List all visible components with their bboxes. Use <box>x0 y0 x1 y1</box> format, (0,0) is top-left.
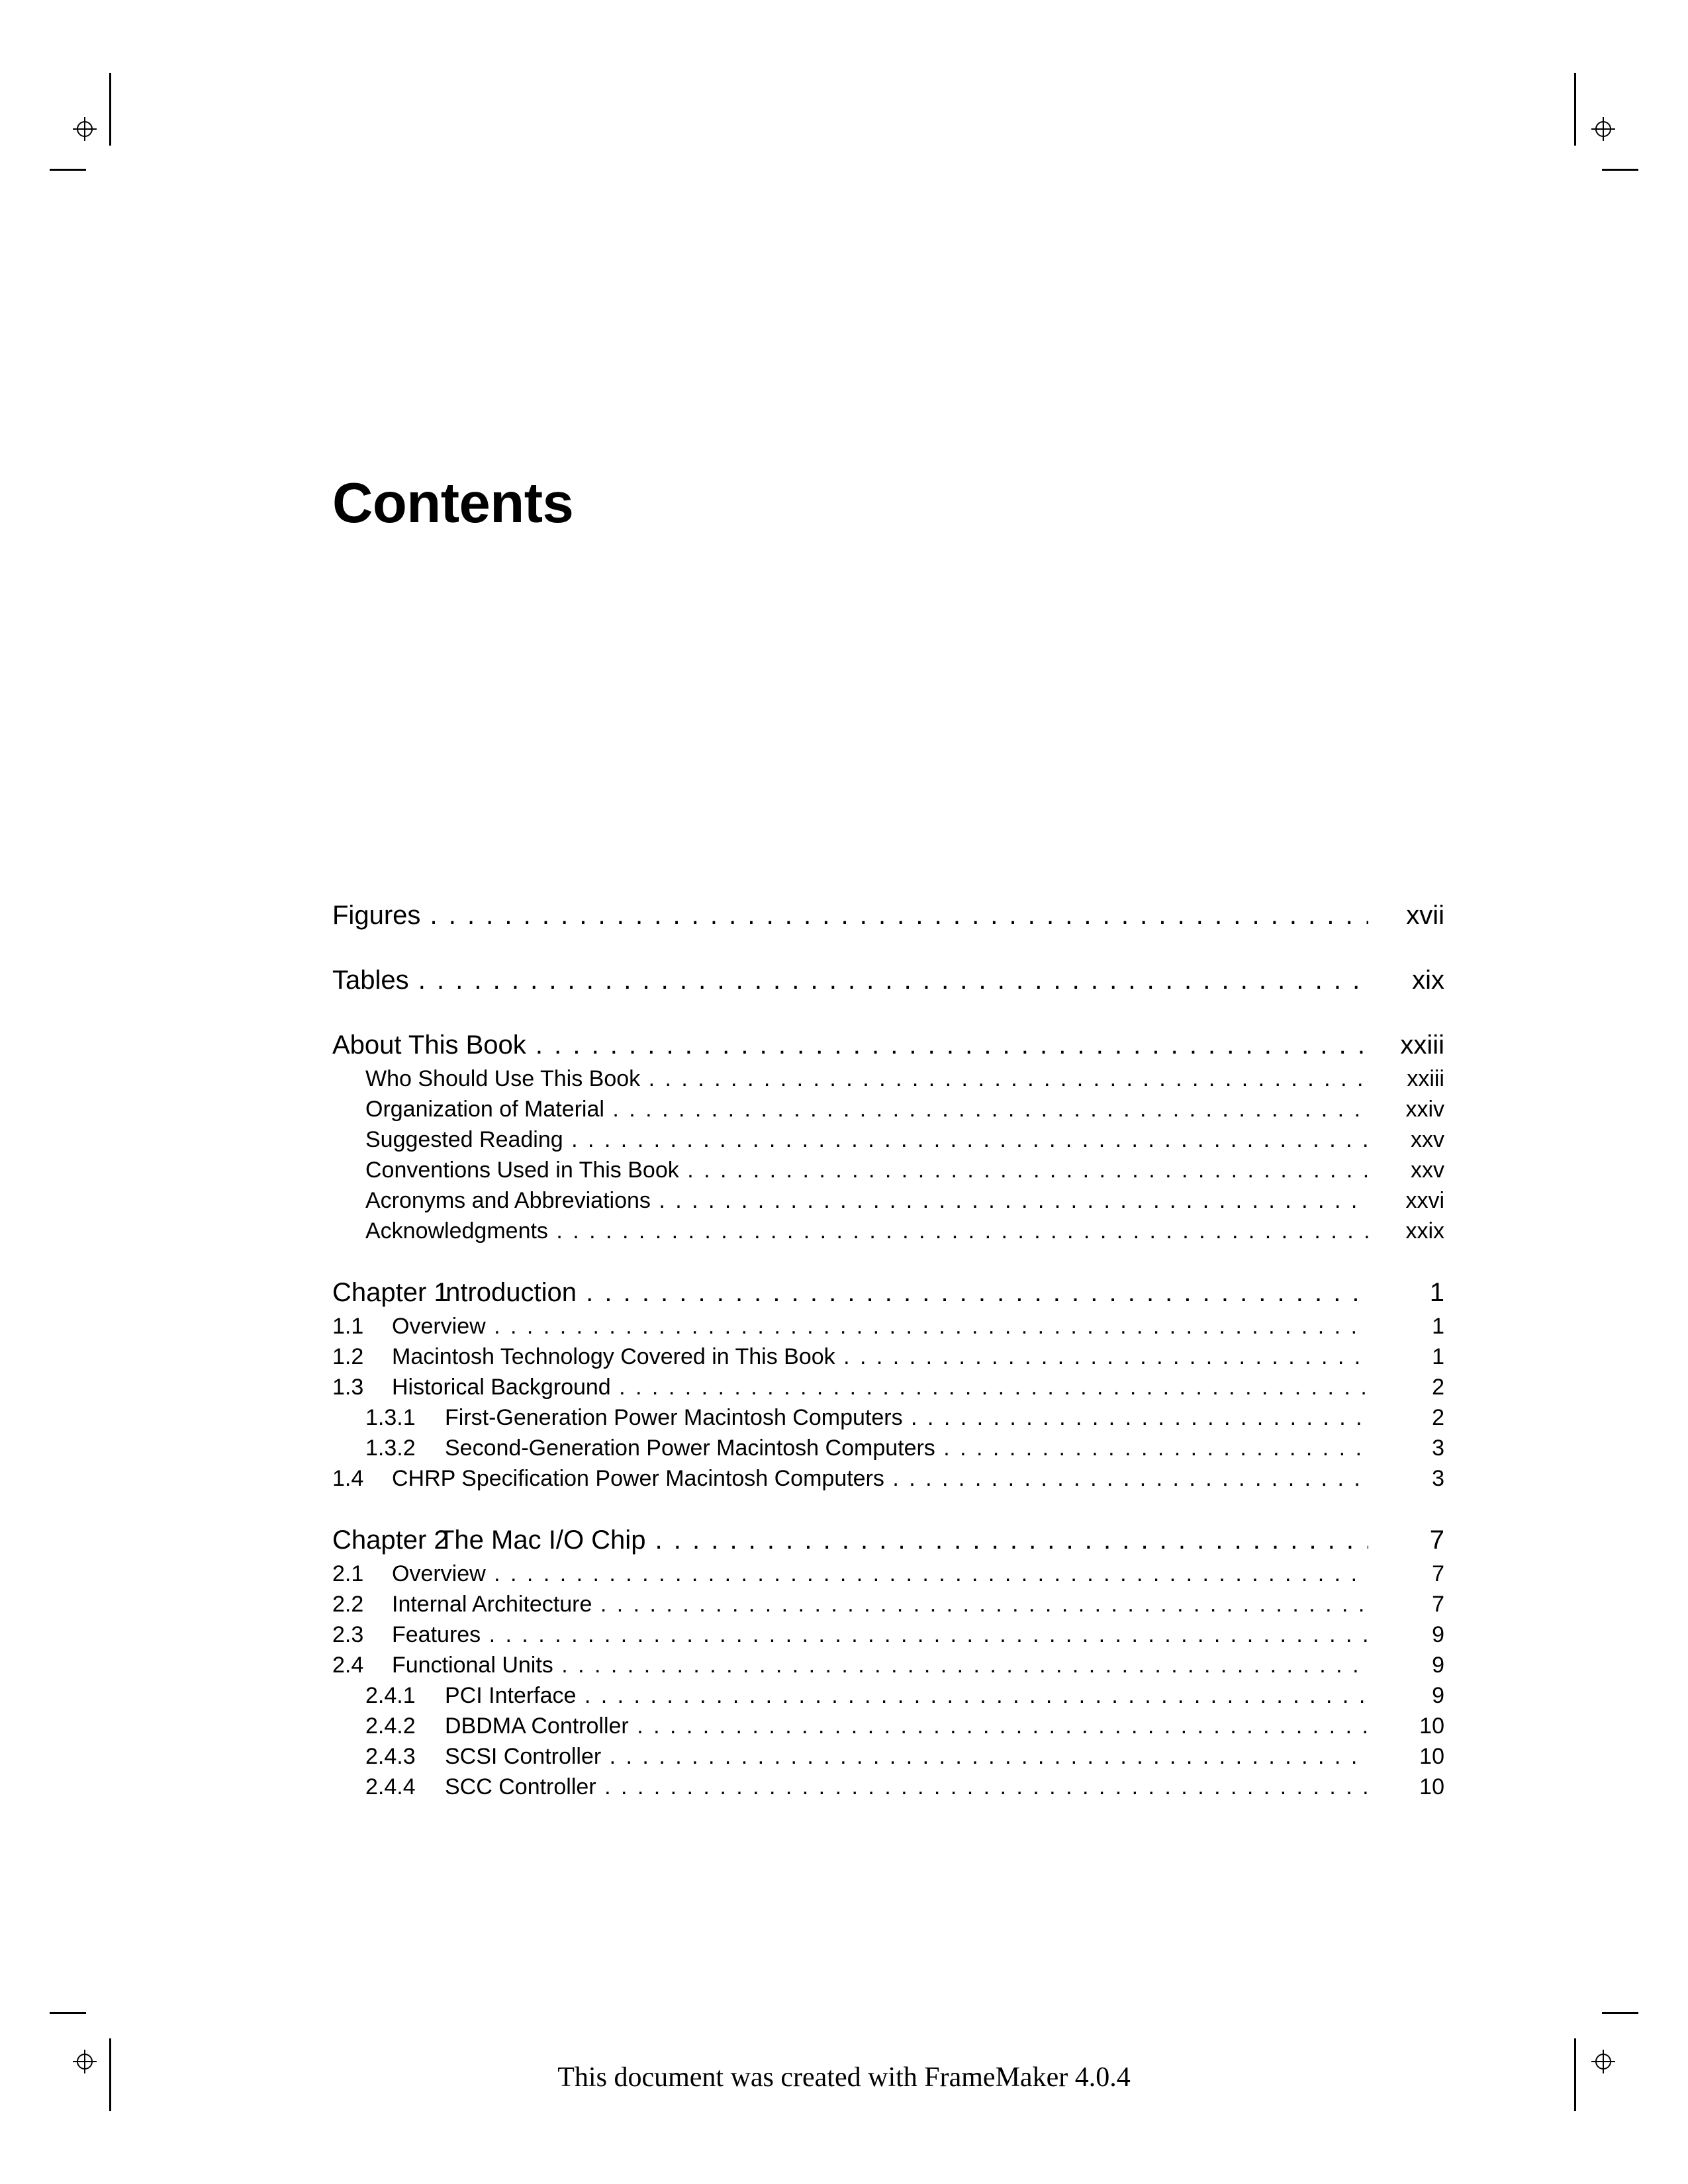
toc-entry-number: 2.4.1 <box>365 1683 416 1708</box>
toc-entry[interactable] <box>332 1559 1444 1589</box>
toc-entry[interactable] <box>332 1433 1444 1463</box>
toc-entry-page: 1 <box>1372 1342 1444 1372</box>
toc-entry-label: Macintosh Technology Covered in This Book <box>392 1344 835 1369</box>
toc-entry-title <box>332 1619 1368 1650</box>
toc-entry[interactable] <box>332 1402 1444 1433</box>
toc-entry[interactable] <box>332 1094 1444 1124</box>
toc-entry-title <box>365 1680 1368 1711</box>
toc-entry-number: 2.4.2 <box>365 1713 416 1739</box>
toc-entry-title <box>332 962 1368 999</box>
toc-entry-title <box>332 1274 1368 1311</box>
crop-mark <box>109 73 111 146</box>
toc-entry-label: Overview <box>392 1561 486 1586</box>
toc-entry-page: 10 <box>1372 1711 1444 1741</box>
toc-entry-page: 1 <box>1372 1274 1444 1311</box>
table-of-contents <box>332 897 1444 1802</box>
toc-entry[interactable] <box>332 1372 1444 1402</box>
toc-entry-number: 2.4.3 <box>365 1744 416 1769</box>
toc-entry-label: First-Generation Power Macintosh Computers <box>445 1405 903 1430</box>
toc-entry-number: 1.3 <box>332 1375 364 1400</box>
toc-entry[interactable] <box>332 1711 1444 1741</box>
toc-entry-title <box>332 1342 1368 1372</box>
toc-entry-page: 7 <box>1372 1589 1444 1619</box>
toc-entry-page: 3 <box>1372 1463 1444 1494</box>
toc-entry[interactable] <box>332 1124 1444 1155</box>
toc-entry-title <box>332 897 1368 934</box>
toc-entry-page: 3 <box>1372 1433 1444 1463</box>
toc-entry-page: 7 <box>1372 1559 1444 1589</box>
toc-entry-label: Acknowledgments <box>365 1218 548 1244</box>
toc-entry-label: Figures <box>332 901 421 930</box>
toc-entry-label: Internal Architecture <box>392 1592 592 1617</box>
toc-entry[interactable] <box>332 1342 1444 1372</box>
registration-mark-icon <box>71 116 98 142</box>
toc-entry-title <box>365 1433 1368 1463</box>
toc-entry-number: 2.4.4 <box>365 1774 416 1799</box>
toc-entry-number: 2.4 <box>332 1653 364 1678</box>
toc-entry-page: 9 <box>1372 1650 1444 1680</box>
toc-entry[interactable] <box>332 1026 1444 1064</box>
toc-entry-page: xxv <box>1372 1155 1444 1185</box>
toc-entry-number: 1.3.1 <box>365 1405 416 1430</box>
toc-entry[interactable] <box>332 1274 1444 1311</box>
toc-entry-number: Chapter 2 <box>332 1525 449 1555</box>
toc-entry-page: 9 <box>1372 1680 1444 1711</box>
toc-entry-number: 1.4 <box>332 1466 364 1491</box>
toc-entry-label: SCSI Controller <box>445 1744 602 1769</box>
toc-entry-number: 2.1 <box>332 1561 364 1586</box>
toc-entry-page: xxiii <box>1372 1026 1444 1064</box>
toc-entry-page: 7 <box>1372 1522 1444 1559</box>
toc-entry-title <box>365 1185 1368 1216</box>
toc-entry-title <box>332 1522 1368 1559</box>
toc-entry-page: xix <box>1372 962 1444 999</box>
toc-entry-label: Features <box>392 1622 481 1647</box>
toc-entry-page: xxiii <box>1372 1064 1444 1094</box>
registration-mark-icon <box>1590 116 1617 142</box>
toc-entry[interactable] <box>332 1064 1444 1094</box>
toc-entry[interactable] <box>332 1680 1444 1711</box>
toc-entry[interactable] <box>332 1619 1444 1650</box>
toc-entry-page: 9 <box>1372 1619 1444 1650</box>
toc-entry-label: DBDMA Controller <box>445 1713 629 1739</box>
toc-entry[interactable] <box>332 1185 1444 1216</box>
toc-entry-page: 1 <box>1372 1311 1444 1342</box>
toc-entry-page: xxiv <box>1372 1094 1444 1124</box>
toc-entry-number: 1.3.2 <box>365 1435 416 1461</box>
toc-entry-page: 2 <box>1372 1372 1444 1402</box>
crop-mark <box>1602 169 1638 171</box>
toc-entry-label: Acronyms and Abbreviations <box>365 1188 651 1213</box>
toc-entry-page: xxvi <box>1372 1185 1444 1216</box>
toc-entry-page: xxix <box>1372 1216 1444 1246</box>
toc-entry-title <box>365 1772 1368 1802</box>
toc-entry-title <box>365 1216 1368 1246</box>
toc-entry-title <box>332 1311 1368 1342</box>
toc-entry-number: 1.2 <box>332 1344 364 1369</box>
toc-entry-title <box>365 1155 1368 1185</box>
toc-entry-title <box>332 1589 1368 1619</box>
crop-mark <box>1602 2012 1638 2014</box>
toc-entry-number: 1.1 <box>332 1314 364 1339</box>
toc-entry[interactable] <box>332 1311 1444 1342</box>
crop-mark <box>50 2012 86 2014</box>
toc-entry[interactable] <box>332 1589 1444 1619</box>
toc-entry-title <box>365 1711 1368 1741</box>
toc-entry[interactable] <box>332 1522 1444 1559</box>
toc-entry-label: Introduction <box>438 1278 577 1307</box>
toc-entry[interactable] <box>332 897 1444 934</box>
toc-entry[interactable] <box>332 1463 1444 1494</box>
toc-entry[interactable] <box>332 1772 1444 1802</box>
crop-mark <box>1574 73 1576 146</box>
toc-entry-page: 10 <box>1372 1772 1444 1802</box>
toc-entry-title <box>365 1064 1368 1094</box>
toc-entry-label: Functional Units <box>392 1653 553 1678</box>
toc-entry-label: CHRP Specification Power Macintosh Computers <box>392 1466 884 1491</box>
toc-entry[interactable] <box>332 1741 1444 1772</box>
toc-entry-label: Tables <box>332 966 409 995</box>
toc-entry-page: 2 <box>1372 1402 1444 1433</box>
toc-entry-title <box>365 1124 1368 1155</box>
toc-entry-page: 10 <box>1372 1741 1444 1772</box>
toc-entry-title <box>365 1402 1368 1433</box>
toc-entry-label: Organization of Material <box>365 1097 604 1122</box>
toc-entry-label: SCC Controller <box>445 1774 596 1799</box>
toc-entry[interactable] <box>332 1216 1444 1246</box>
toc-entry-title <box>332 1650 1368 1680</box>
toc-entry-title <box>332 1026 1368 1064</box>
crop-mark <box>50 169 86 171</box>
toc-entry-title <box>332 1372 1368 1402</box>
page-title: Contents <box>332 472 574 535</box>
toc-entry-title <box>365 1741 1368 1772</box>
toc-entry-label: Historical Background <box>392 1375 611 1400</box>
toc-entry-number: 2.2 <box>332 1592 364 1617</box>
toc-entry-label: Who Should Use This Book <box>365 1066 641 1091</box>
toc-entry[interactable] <box>332 1650 1444 1680</box>
toc-entry-page: xxv <box>1372 1124 1444 1155</box>
footer-note: This document was created with FrameMaker 4.0.4 <box>557 2062 1131 2093</box>
toc-entry[interactable] <box>332 1155 1444 1185</box>
toc-entry-page: xvii <box>1372 897 1444 934</box>
toc-entry-number: Chapter 1 <box>332 1278 449 1307</box>
toc-entry-number: 2.3 <box>332 1622 364 1647</box>
toc-entry-title <box>332 1559 1368 1589</box>
toc-entry-label: The Mac I/O Chip <box>438 1525 646 1555</box>
toc-entry-label: Second-Generation Power Macintosh Computers <box>445 1435 935 1461</box>
toc-entry-label: About This Book <box>332 1030 526 1060</box>
toc-entry-title <box>332 1463 1368 1494</box>
toc-entry-label: Overview <box>392 1314 486 1339</box>
toc-entry-label: PCI Interface <box>445 1683 577 1708</box>
toc-entry-title <box>365 1094 1368 1124</box>
toc-entry[interactable] <box>332 962 1444 999</box>
toc-entry-label: Suggested Reading <box>365 1127 563 1152</box>
toc-entry-label: Conventions Used in This Book <box>365 1158 679 1183</box>
